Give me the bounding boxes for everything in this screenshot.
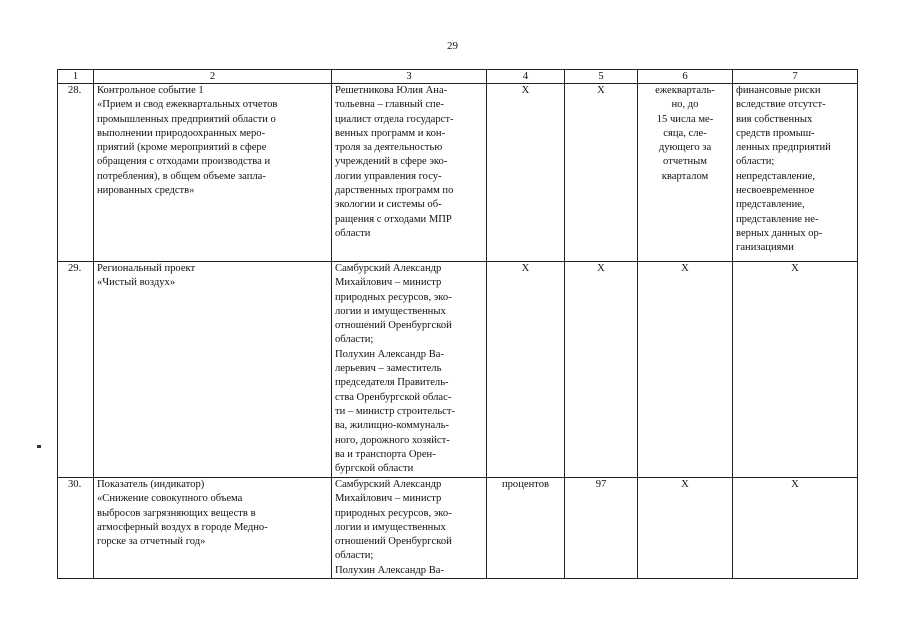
risks-cell: финансовые риски вследствие отсутст- вия собственных средств промыш- ленных предприятий области; непредставление, несвоевременное представление, представление не- верных данных ор- ганизациями xyxy=(733,84,858,262)
value-cell: Х xyxy=(565,84,638,262)
deadline-cell: Х xyxy=(638,262,733,478)
event-title: Показатель (индикатор) «Снижение совокупного объема выбросов загрязняющих веществ в атмосферный воздух в городе Медно- горске за отчетный год» xyxy=(94,478,332,579)
value-cell: 97 xyxy=(565,478,638,579)
deadline-cell: ежекварталь- но, до 15 числа ме- сяца, сле- дующего за отчетным кварталом xyxy=(638,84,733,262)
page-number: 29 xyxy=(447,40,458,52)
value-cell: Х xyxy=(565,262,638,478)
col-header-1: 1 xyxy=(58,70,94,84)
unit-cell: процентов xyxy=(487,478,565,579)
col-header-2: 2 xyxy=(94,70,332,84)
deadline-cell: Х xyxy=(638,478,733,579)
table-row xyxy=(58,478,858,579)
unit-cell: Х xyxy=(487,84,565,262)
scan-mark xyxy=(37,445,41,448)
col-header-7: 7 xyxy=(733,70,858,84)
col-header-3: 3 xyxy=(332,70,487,84)
row-number: 29. xyxy=(58,262,94,478)
table-row xyxy=(58,84,858,262)
row-number: 28. xyxy=(58,84,94,262)
event-title: Контрольное событие 1 «Прием и свод ежеквартальных отчетов промышленных предприятий области о выполнении природоохранных меро- приятий (кроме мероприятий в сфере обращения с отходами производства и потребления), в общем объеме запла- нированных средств» xyxy=(94,84,332,262)
responsible-person: Самбурский Александр Михайлович – министр природных ресурсов, эко- логии и имущественных отношений Оренбургской области; Полухин Александр Ва- xyxy=(332,478,487,579)
col-header-6: 6 xyxy=(638,70,733,84)
responsible-person: Самбурский Александр Михайлович – министр природных ресурсов, эко- логии и имущественных отношений Оренбургской области; Полухин Александр Ва- лерьевич – заместитель председателя Правитель- ства Оренбургской облас- ти – министр строительст- ва, жилищно-коммуналь- ного, дорожного хозяйст- ва и транспорта Орен- бургской области xyxy=(332,262,487,478)
risks-cell: Х xyxy=(733,478,858,579)
row-number: 30. xyxy=(58,478,94,579)
col-header-5: 5 xyxy=(565,70,638,84)
header-row xyxy=(58,70,858,84)
responsible-person: Решетникова Юлия Ана- тольевна – главный спе- циалист отдела государст- венных программ и кон- троля за деятельностью учреждений в сфере эко- логии управления госу- дарственных программ по экологии и системы об- ращения с отходами МПР области xyxy=(332,84,487,262)
measures-table xyxy=(57,69,858,579)
event-title: Региональный проект «Чистый воздух» xyxy=(94,262,332,478)
unit-cell: Х xyxy=(487,262,565,478)
table-row xyxy=(58,262,858,478)
col-header-4: 4 xyxy=(487,70,565,84)
risks-cell: Х xyxy=(733,262,858,478)
